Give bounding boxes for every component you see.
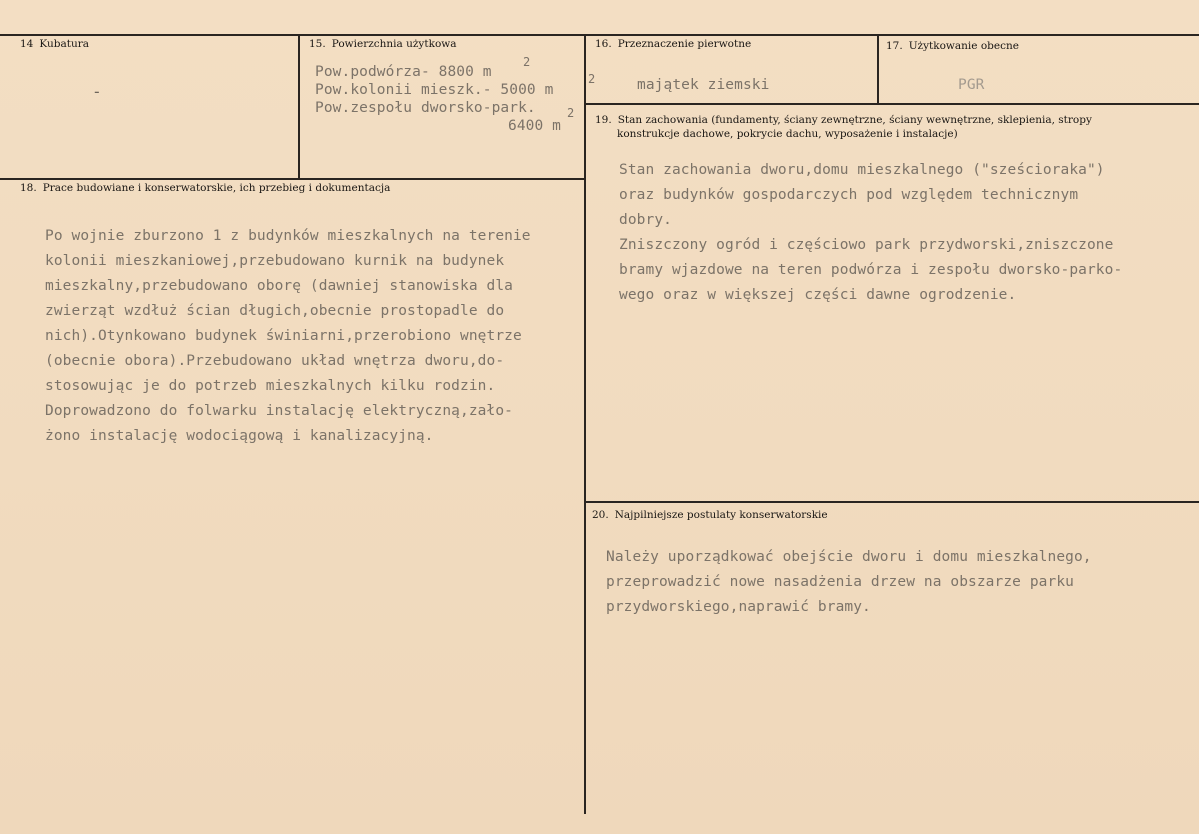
field-19-line-6: wego oraz w większej części dawne ogrodzenie. [619, 287, 1017, 303]
field-15-label [309, 37, 457, 52]
rule-under-f19 [584, 501, 1199, 503]
field-20-number: 20. [592, 509, 609, 521]
field-18-line-6: (obecnie obora).Przebudowano układ wnętrza dworu,do- [45, 353, 505, 369]
field-18-line-8: Doprowadzono do folwarku instalację elektryczną,zało- [45, 403, 513, 419]
field-16-title: Przeznaczenie pierwotne [617, 38, 752, 50]
field-19-line-5: bramy wjazdowe na teren podwórza i zespołu dworsko-parko- [619, 262, 1123, 278]
field-17-number: 17. [886, 40, 903, 52]
field-18-number: 18. [20, 182, 37, 194]
field-18-line-9: żono instalację wodociągową i kanalizacyjną. [45, 428, 434, 444]
field-20-line-3: przydworskiego,naprawić bramy. [606, 599, 871, 615]
field-16-label [595, 37, 751, 52]
field-15-sup-4: 2 [567, 106, 575, 120]
field-15-line-4: 6400 m [508, 118, 561, 134]
field-15-line-1: Pow.podwórza- 8800 m [315, 64, 492, 80]
field-18-label [20, 181, 390, 196]
field-17-value: PGR [958, 77, 985, 93]
field-19-line-1: Stan zachowania dworu,domu mieszkalnego ("sześcioraka") [619, 162, 1105, 178]
field-18-title: Prace budowiane i konserwatorskie, ich przebieg i dokumentacja [42, 182, 391, 194]
card-top-rule [0, 34, 1199, 36]
field-20-line-2: przeprowadzić nowe nasadżenia drzew na obszarze parku [606, 574, 1074, 590]
field-17-label [886, 39, 1019, 54]
field-19-line-3: dobry. [619, 212, 672, 228]
field-19-label-cont: konstrukcje dachowe, pokrycie dachu, wyposażenie i instalacje) [617, 128, 958, 140]
field-18-line-7: stosowując je do potrzeb mieszkalnych kilku rodzin. [45, 378, 496, 394]
field-16-number: 16. [595, 38, 612, 50]
field-18-line-4: zwierząt wzdłuż ścian długich,obecnie prostopadle do [45, 303, 505, 319]
rule-center [584, 34, 586, 814]
field-19-line-2: oraz budynków gospodarczych pod względem technicznym [619, 187, 1079, 203]
field-18-line-1: Po wojnie zburzono 1 z budynków mieszkalnych na terenie [45, 228, 531, 244]
rule-after-f16 [877, 34, 879, 104]
field-14-label [20, 37, 89, 52]
rule-after-f14 [298, 34, 300, 179]
rule-under-f14-f15 [0, 178, 585, 180]
field-18-line-5: nich).Otynkowano budynek świniarni,przerobiono wnętrze [45, 328, 522, 344]
field-20-label [592, 508, 828, 523]
field-17-title: Użytkowanie obecne [908, 40, 1019, 52]
field-20-title: Najpilniejsze postulaty konserwatorskie [614, 509, 828, 521]
rule-under-f16-f17 [584, 103, 1199, 105]
field-19-title: Stan zachowania (fundamenty, ściany zewnętrzne, ściany wewnętrzne, sklepienia, stropy [617, 114, 1092, 126]
field-20-line-1: Należy uporządkować obejście dworu i domu mieszkalnego, [606, 549, 1092, 565]
field-15-number: 15. [309, 38, 326, 50]
field-19-number: 19. [595, 114, 612, 126]
field-18-line-3: mieszkalny,przebudowano oborę (dawniej stanowiska dla [45, 278, 513, 294]
field-18-line-2: kolonii mieszkaniowej,przebudowano kurnik na budynek [45, 253, 505, 269]
field-19-label [595, 113, 1092, 128]
field-19-line-4: Zniszczony ogród i częściowo park przydworski,zniszczone [619, 237, 1114, 253]
field-15-sup-2: 2 [588, 72, 596, 86]
field-15-sup-1: 2 [523, 55, 531, 69]
field-14-title: Kubatura [39, 38, 89, 50]
field-15-title: Powierzchnia użytkowa [331, 38, 457, 50]
field-15-line-3: Pow.zespołu dworsko-park. [315, 100, 536, 116]
field-14-number: 14 [20, 38, 34, 50]
field-16-value: majątek ziemski [637, 77, 770, 93]
field-14-value: - [92, 82, 102, 101]
field-15-line-2: Pow.kolonii mieszk.- 5000 m [315, 82, 554, 98]
